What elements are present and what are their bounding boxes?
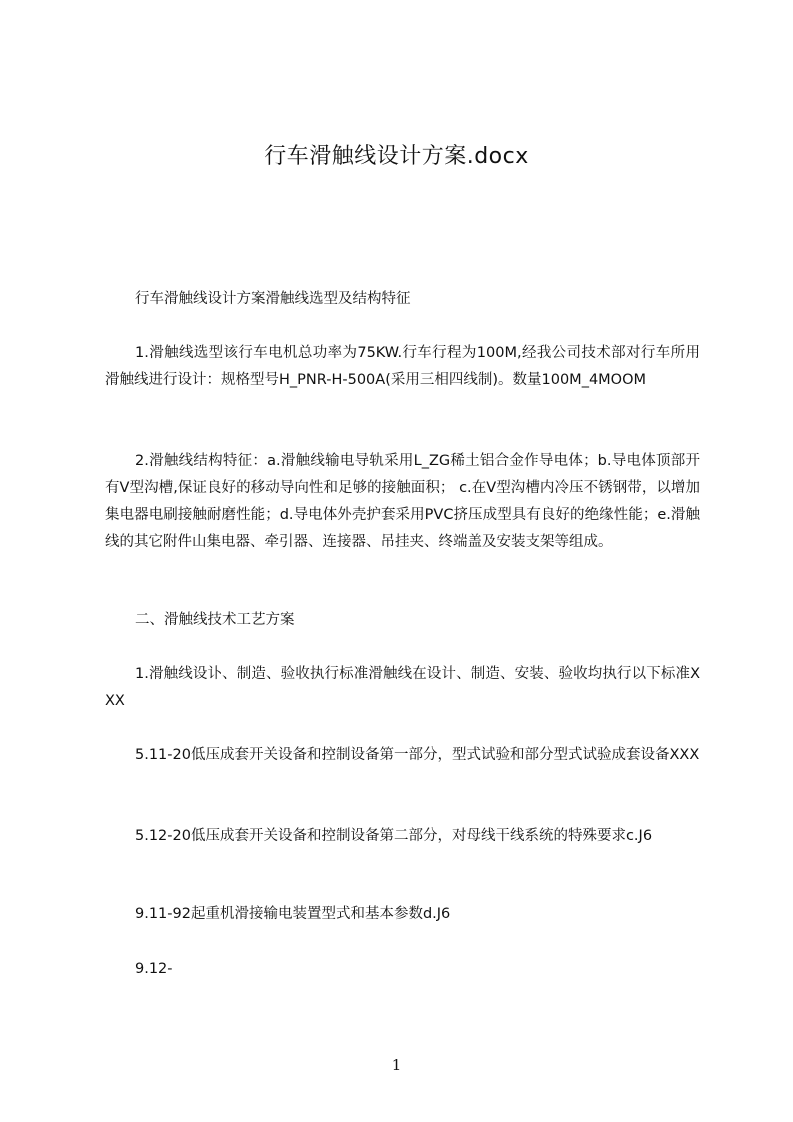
paragraph-text: 5.11-20低压成套开关设备和控制设备第一部分，型式试验和部分型式试验成套设备XXX (135, 747, 700, 763)
document-title: 行车滑触线设计方案.docx (264, 144, 529, 169)
paragraph-standard-5-12 (105, 823, 700, 850)
paragraph-text: 9.11-92起重机滑接输电装置型式和基本参数d.J6 (135, 906, 451, 922)
paragraph-text: 行车滑触线设计方案滑触线选型及结构特征 (135, 291, 411, 307)
page-number: 1 (391, 1056, 402, 1074)
paragraph-standard-9-11 (105, 901, 700, 928)
paragraph-text: 1.滑触线设讣、制造、验收执行标准滑触线在设计、制造、安装、验收均执行以下标准XXX (105, 666, 700, 709)
paragraph-text: 2.滑触线结构特征：a.滑触线输电导轨采用L_ZG稀土铝合金作导电体；b.导电体顶部开有V型沟槽,保证良好的移动导向性和足够的接触面积； c.在V型沟槽内冷压不锈钢带，以增加集电器电刷接触耐磨性能；d.导电体外壳护套采用PVC挤压成型具有良好的绝缘性能；e.滑触线的其它附件山集电器、牵引器、连接器、吊挂夹、终端盖及安装支架等组成。 (105, 453, 700, 550)
paragraph-text: 1.滑触线选型该行车电机总功率为75KW.行车行程为100M,经我公司技术部对行车所用滑触线进行设计：规格型号H_PNR-H-500A(采用三相四线制)。数量100M_4MOOM (105, 345, 700, 388)
paragraph-text: 二、滑触线技术工艺方案 (135, 612, 295, 628)
paragraph-selection (105, 340, 700, 394)
paragraph-standards (105, 661, 700, 715)
paragraph-section-two-heading (105, 607, 700, 634)
paragraph-text: 9.12- (135, 961, 173, 977)
paragraph-standard-9-12 (105, 956, 700, 983)
paragraph-section-heading (105, 286, 700, 313)
paragraph-standard-5-11 (105, 742, 700, 769)
paragraph-structure (105, 448, 700, 556)
paragraph-text: 5.12-20低压成套开关设备和控制设备第二部分，对母线干线系统的特殊要求c.J6 (135, 828, 653, 844)
